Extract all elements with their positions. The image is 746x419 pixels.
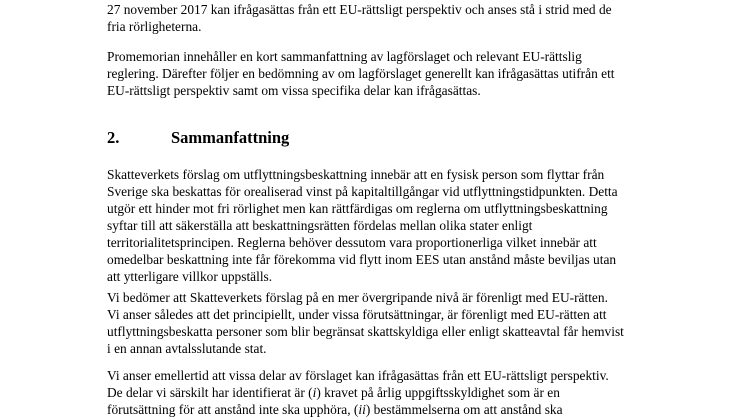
para2-line-1: Vi bedömer att Skatteverkets förslag på en mer övergripande nivå är förenligt med EU-rätten. bbox=[107, 290, 608, 305]
para1-line-2: Sverige ska beskattas för orealiserad vinst på kapitaltillgångar vid utflyttningstidpunkten. Detta bbox=[107, 184, 618, 199]
para1-line-1: Skatteverkets förslag om utflyttningsbeskattning innebär att en fysisk person som flyttar från bbox=[107, 167, 605, 182]
enum-item-i: i bbox=[312, 385, 317, 400]
para1-line-3: utgör ett hinder mot fri rörlighet men kan rättfärdigas om reglerna om utflyttningsbeskattning bbox=[107, 201, 608, 216]
para3-line-3-after: ) bestämmelserna om att anstånd ska bbox=[365, 402, 563, 417]
para1-line-7: att ytterligare villkor uppställs. bbox=[107, 269, 273, 284]
para1-line-5: territorialitetsprincipen. Reglerna behöver dessutom vara proportionerliga vilket innebär att bbox=[107, 235, 597, 250]
para2-line-3: utflyttningsbeskatta personer som blir begränsat skattskyldiga eller enligt skatteavtal får hemvist bbox=[107, 324, 624, 339]
enum-item-ii: ii bbox=[358, 402, 366, 417]
para3-line-2-after: ) kravet på årlig uppgiftsskyldighet som är en bbox=[316, 385, 560, 400]
memo-line-2: reglering. Därefter följer en bedömning av om lagförslaget generellt kan ifrågasättas utifrån ett bbox=[107, 66, 615, 81]
para3-line-2 bbox=[107, 384, 560, 401]
section-title: Sammanfattning bbox=[171, 128, 290, 147]
para3-line-1: Vi anser emellertid att vissa delar av förslaget kan ifrågasättas från ett EU-rättsligt perspektiv. bbox=[107, 368, 609, 383]
intro-line-1: 27 november 2017 kan ifrågasättas från ett EU-rättsligt perspektiv och anses stå i strid med de bbox=[107, 2, 612, 17]
para2-line-2: Vi anser således att det principiellt, under vissa förutsättningar, är förenligt med EU-rätten att bbox=[107, 307, 607, 322]
memo-line-3: EU-rättsligt perspektiv samt om vissa specifika delar kan ifrågasättas. bbox=[107, 83, 481, 98]
memo-line-1: Promemorian innehåller en kort sammanfattning av lagförslaget och relevant EU-rättslig bbox=[107, 49, 582, 64]
para3-line-3-before: förutsättning för att anstånd inte ska upphöra, ( bbox=[107, 402, 359, 417]
section-number: 2. bbox=[107, 128, 120, 147]
para1-line-4: syftar till att säkerställa att beskattningsrätten fördelas mellan olika stater enligt bbox=[107, 218, 533, 233]
para2-line-4: i en annan avtalsslutande stat. bbox=[107, 341, 267, 356]
para3-line-2-before: De delar vi särskilt har identifierat är ( bbox=[107, 385, 313, 400]
para3-line-3 bbox=[107, 401, 563, 418]
intro-line-2: fria rörligheterna. bbox=[107, 19, 202, 34]
para1-line-6: omedelbar beskattning inte får förekomma vid flytt inom EES utan anstånd måste beviljas utan bbox=[107, 252, 617, 267]
